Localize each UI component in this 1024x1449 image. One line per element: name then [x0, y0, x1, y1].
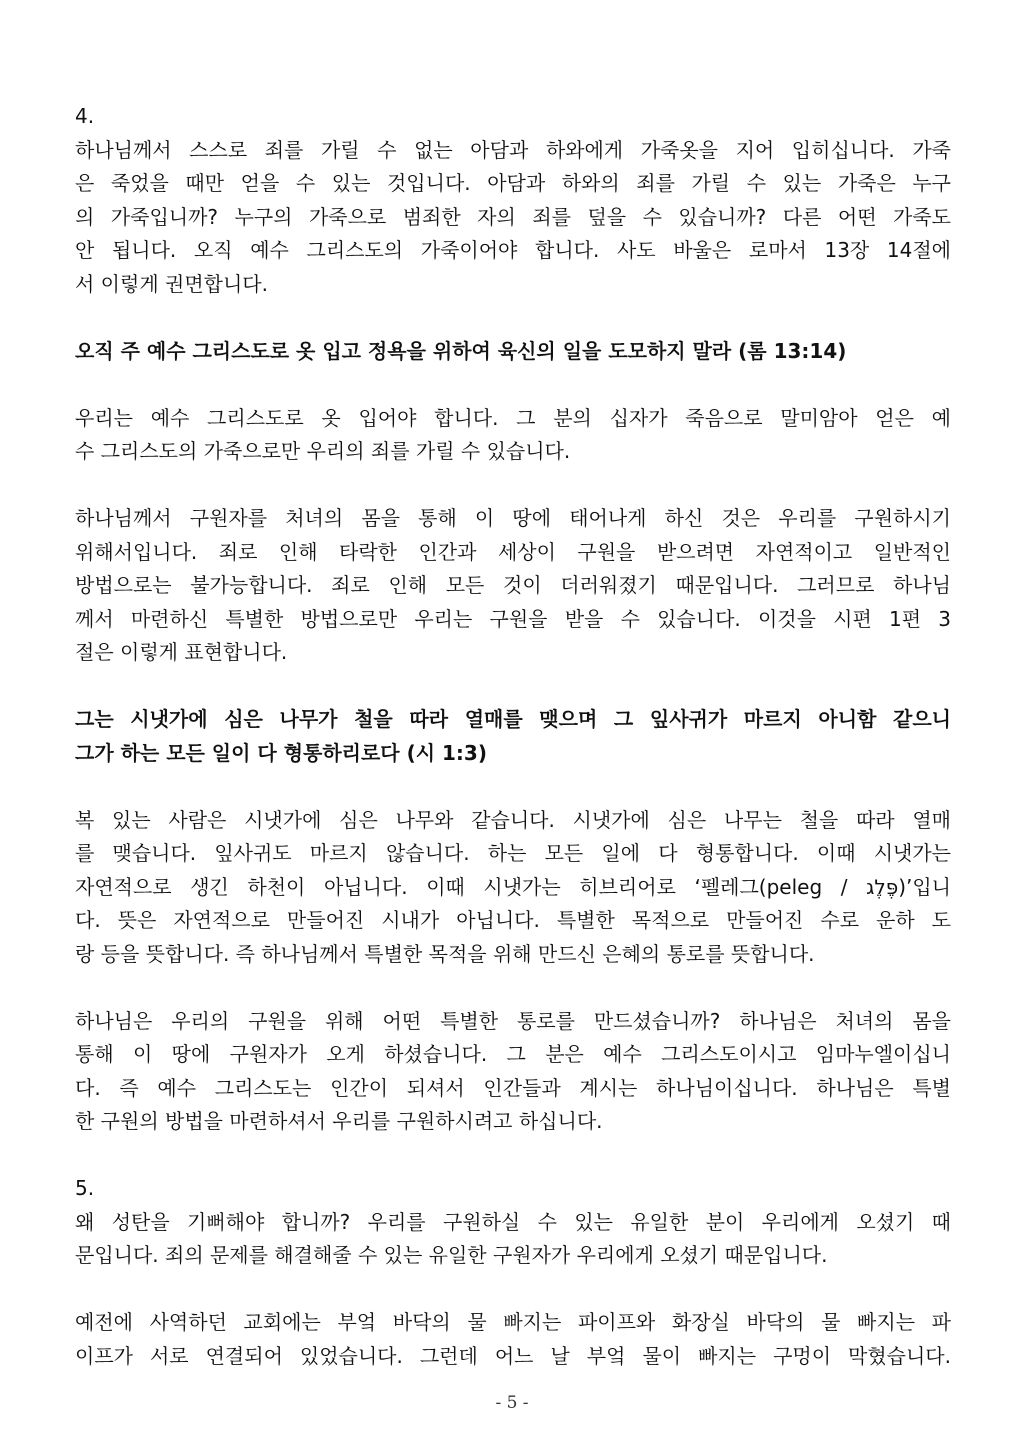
section-heading-5: 5.: [75, 1176, 95, 1200]
paragraph-line: 서 이렇게 권면합니다.: [75, 271, 268, 296]
scripture-quote-line: 그가 하는 모든 일이 다 형통하리로다 (시 1:3): [75, 740, 487, 765]
paragraph-line: 하나님께서 구원자를 처녀의 몸을 통해 이 땅에 태어나게 하신 것은 우리를 구원하시기: [75, 506, 951, 530]
paragraph-line: 하나님께서 스스로 죄를 가릴 수 없는 아담과 하와에게 가죽옷을 지어 입히십니다. 가죽: [75, 137, 951, 162]
paragraph-line: 절은 이렇게 표현합니다.: [75, 640, 288, 664]
document-body: [75, 100, 951, 1373]
paragraph-gap: [75, 1139, 951, 1173]
paragraph-line: 다. 뜻은 자연적으로 만들어진 시내가 아닙니다. 특별한 목적으로 만들어진 수로 운하 도: [75, 908, 951, 932]
paragraph-line: 우리는 예수 그리스도로 옷 입어야 합니다. 그 분의 십자가 죽음으로 말미암아 얻은 예: [75, 405, 951, 430]
paragraph-line: 이프가 서로 연결되어 있었습니다. 그런데 어느 날 부엌 물이 빠지는 구멍이 막혔습니다.: [75, 1343, 951, 1368]
paragraph-line: 통해 이 땅에 구원자가 오게 하셨습니다. 그 분은 예수 그리스도이시고 임마누엘이십니: [75, 1042, 951, 1066]
paragraph-line: 방법으로는 불가능합니다. 죄로 인해 모든 것이 더러워졌기 때문입니다. 그러므로 하나님: [75, 573, 951, 597]
paragraph-gap: [75, 368, 951, 402]
paragraph-line: 의 가죽입니까? 누구의 가죽으로 범죄한 자의 죄를 덮을 수 있습니까? 다른 어떤 가죽도: [75, 204, 951, 229]
paragraph-line: 자연적으로 생긴 하천이 아닙니다. 이때 시냇가는 히브리어로 ‘펠레그(peleg / פֶּלֶג)’입니: [75, 874, 951, 899]
paragraph-gap: [75, 1273, 951, 1307]
paragraph-gap: [75, 670, 951, 704]
section-heading-4: 4.: [75, 104, 95, 128]
paragraph-line: 다. 즉 예수 그리스도는 인간이 되셔서 인간들과 계시는 하나님이십니다. 하나님은 특별: [75, 1075, 951, 1100]
paragraph-line: 께서 마련하신 특별한 방법으로만 우리는 구원을 받을 수 있습니다. 이것을 시편 1편 3: [75, 606, 951, 631]
paragraph-line: 은 죽었을 때만 얻을 수 있는 것입니다. 아담과 하와의 죄를 가릴 수 있는 가죽은 누구: [75, 171, 951, 195]
paragraph-line: 안 됩니다. 오직 예수 그리스도의 가죽이어야 합니다. 사도 바울은 로마서 13장 14절에: [75, 238, 951, 262]
paragraph-line: 하나님은 우리의 구원을 위해 어떤 특별한 통로를 만드셨습니까? 하나님은 처녀의 몸을: [75, 1008, 951, 1033]
paragraph-line: 수 그리스도의 가죽으로만 우리의 죄를 가릴 수 있습니다.: [75, 439, 571, 463]
scripture-quote-line: 그는 시냇가에 심은 나무가 철을 따라 열매를 맺으며 그 잎사귀가 마르지 아니함 같으니: [75, 707, 951, 731]
paragraph-gap: [75, 971, 951, 1005]
paragraph-line: 를 맺습니다. 잎사귀도 마르지 않습니다. 하는 모든 일에 다 형통합니다. 이때 시냇가는: [75, 841, 951, 865]
paragraph-line: 왜 성탄을 기뻐해야 합니까? 우리를 구원하실 수 있는 유일한 분이 우리에게 오셨기 때: [75, 1209, 951, 1234]
paragraph-gap: [75, 469, 951, 503]
paragraph-line: 복 있는 사람은 시냇가에 심은 나무와 같습니다. 시냇가에 심은 나무는 철을 따라 열매: [75, 807, 951, 832]
paragraph-line: 랑 등을 뜻합니다. 즉 하나님께서 특별한 목적을 위해 만드신 은혜의 통로를 뜻합니다.: [75, 941, 815, 966]
paragraph-gap: [75, 770, 951, 804]
paragraph-gap: [75, 301, 951, 335]
paragraph-line: 한 구원의 방법을 마련하셔서 우리를 구원하시려고 하십니다.: [75, 1109, 603, 1133]
page-number: - 5 -: [495, 1393, 529, 1413]
scripture-quote-line: 오직 주 예수 그리스도로 옷 입고 정욕을 위하여 육신의 일을 도모하지 말라 (롬 13:14): [75, 338, 847, 363]
paragraph-line: 예전에 사역하던 교회에는 부엌 바닥의 물 빠지는 파이프와 화장실 바닥의 물 빠지는 파: [75, 1310, 951, 1334]
paragraph-line: 위해서입니다. 죄로 인해 타락한 인간과 세상이 구원을 받으려면 자연적이고 일반적인: [75, 539, 951, 564]
paragraph-line: 문입니다. 죄의 문제를 해결해줄 수 있는 유일한 구원자가 우리에게 오셨기 때문입니다.: [75, 1243, 828, 1267]
